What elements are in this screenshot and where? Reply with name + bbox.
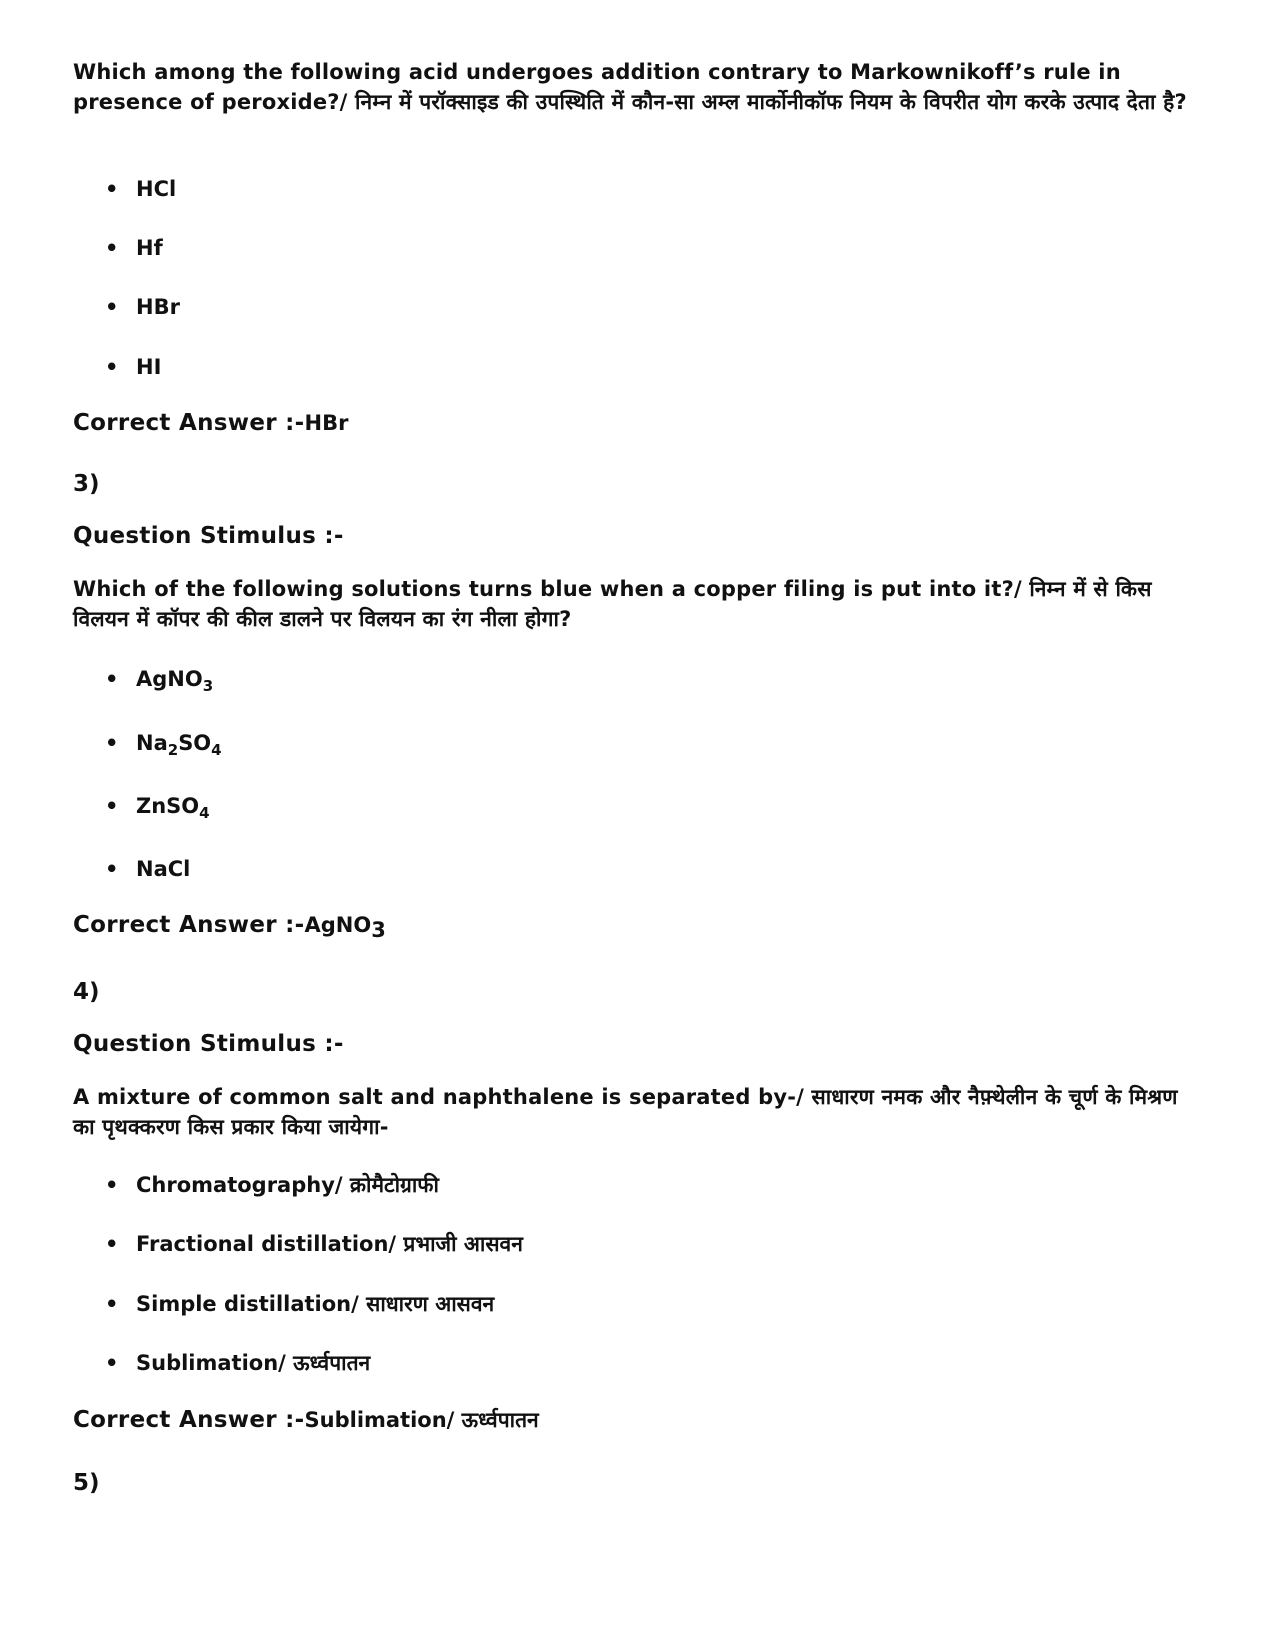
question-3-option-2 (105, 729, 222, 757)
correct-answer-label: Correct Answer :- (73, 410, 305, 436)
formula-subscript: 2 (167, 741, 179, 759)
question-4-option-1 (105, 1171, 439, 1199)
question-2-text: Which among the following acid undergoes addition contrary to Markownikoff’s rule in presence of peroxide?/ निम्न में परॉक्साइड की उपस्थिति में कौन-सा अम्ल मार्कोनीकॉफ नियम के विपरीत योग करके उत्पाद देता है? (73, 60, 1187, 114)
option-label: HI (136, 355, 162, 379)
option-label: Sublimation/ ऊर्ध्वपातन (136, 1351, 371, 1375)
question-4-number: 4) (73, 979, 100, 1005)
option-label: HCl (136, 177, 177, 201)
bullet-icon: • (105, 731, 119, 755)
question-3-correct-answer (73, 910, 386, 942)
option-label: Hf (136, 236, 163, 260)
question-3-stimulus-label: Question Stimulus :- (73, 523, 344, 549)
question-4-stimulus-label: Question Stimulus :- (73, 1031, 344, 1057)
bullet-icon: • (105, 1232, 119, 1256)
bullet-icon: • (105, 857, 119, 881)
question-4-option-2 (105, 1230, 523, 1258)
question-5-number: 5) (73, 1470, 100, 1496)
bullet-icon: • (105, 667, 119, 691)
question-2-option-3 (105, 293, 180, 321)
question-3-option-4 (105, 855, 190, 883)
option-label: Simple distillation/ साधारण आसवन (136, 1292, 495, 1316)
bullet-icon: • (105, 1173, 119, 1197)
bullet-icon: • (105, 1351, 119, 1375)
bullet-icon: • (105, 355, 119, 379)
option-label: Fractional distillation/ प्रभाजी आसवन (136, 1232, 523, 1256)
question-4-option-3 (105, 1290, 494, 1318)
correct-answer-label: Correct Answer :- (73, 1407, 305, 1433)
question-4-option-4 (105, 1349, 370, 1377)
bullet-icon: • (105, 177, 119, 201)
bullet-icon: • (105, 236, 119, 260)
option-label: HBr (136, 295, 180, 319)
correct-answer-label: Correct Answer :- (73, 912, 305, 938)
option-label: Chromatography/ क्रोमैटोग्राफी (136, 1173, 439, 1197)
formula-main: ZnSO (136, 794, 200, 818)
question-2-correct-answer (73, 408, 348, 440)
question-2-option-2 (105, 234, 163, 262)
correct-answer-value: Sublimation/ ऊर्ध्वपातन (304, 1408, 539, 1432)
formula-main: AgNO (136, 667, 203, 691)
question-3-option-1 (105, 665, 213, 693)
formula-subscript: 4 (199, 804, 210, 822)
formula-main: NaCl (136, 857, 191, 881)
bullet-icon: • (105, 1292, 119, 1316)
bullet-icon: • (105, 295, 119, 319)
question-2-option-4 (105, 353, 161, 381)
question-3-text: Which of the following solutions turns blue when a copper filing is put into it?/ निम्न में से किस विलयन में कॉपर की कील डालने पर विलयन का रंग नीला होगा? (73, 577, 1152, 631)
formula-subscript: 3 (371, 918, 386, 942)
formula-subscript: 3 (202, 677, 214, 695)
correct-answer-value: AgNO (304, 913, 372, 937)
formula-main: SO (178, 731, 212, 755)
correct-answer-value: HBr (304, 411, 349, 435)
question-4-correct-answer (73, 1405, 539, 1437)
question-3-option-3 (105, 792, 210, 820)
question-2-option-1 (105, 175, 176, 203)
formula-subscript: 4 (211, 741, 222, 759)
question-3-number: 3) (73, 471, 100, 497)
question-4-text: A mixture of common salt and naphthalene is separated by-/ साधारण नमक और नैफ़्थेलीन के चूर्ण के मिश्रण का पृथक्करण किस प्रकार किया जायेगा- (73, 1085, 1178, 1139)
formula-main: Na (136, 731, 168, 755)
bullet-icon: • (105, 794, 119, 818)
